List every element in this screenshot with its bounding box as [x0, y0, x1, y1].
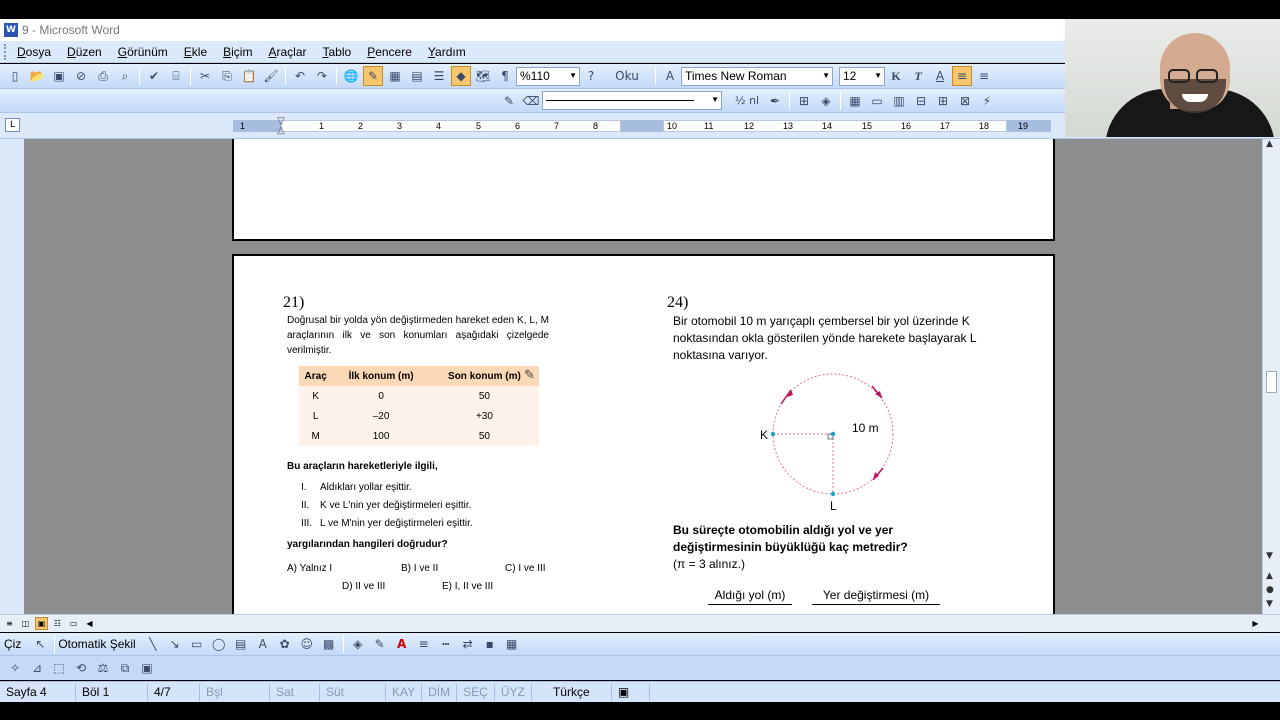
shading-color-icon[interactable]: ◈: [821, 93, 831, 108]
distribute-columns-icon[interactable]: ⊠: [959, 93, 971, 108]
table-cell: 100: [332, 426, 429, 446]
cut-icon[interactable]: ✂: [199, 69, 211, 83]
status-column: Süt: [320, 684, 386, 701]
question-24-stem: Bu süreçte otomobilin aldığı yol ve yer değiştirmesinin büyüklüğü kaç metredir?: [673, 523, 908, 554]
print-layout-icon[interactable]: ▣: [35, 617, 48, 630]
table-header-row: [299, 366, 539, 386]
picture-toolbar: [0, 656, 1280, 680]
table-cell: 0: [332, 386, 429, 406]
research-icon[interactable]: ⌸: [172, 68, 180, 83]
table-cell: –20: [332, 406, 429, 426]
outline-view-icon[interactable]: ☷: [53, 619, 62, 628]
web-view-icon[interactable]: ◫: [21, 619, 30, 628]
insert-table-icon[interactable]: ▦: [389, 69, 401, 83]
next-page-icon[interactable]: ▼: [1266, 599, 1273, 609]
question-21-intro: Doğrusal bir yolda yön değiştirmeden hareket eden K, L, M araçlarının ilk ve son konumları aşağıdaki çizelgede verilmiştir.: [287, 315, 549, 356]
point-k-dot: [771, 432, 775, 436]
status-language: Türkçe: [532, 684, 612, 701]
border-color-icon[interactable]: ✒: [769, 93, 781, 108]
bottom-black-band: [0, 702, 1280, 720]
chevron-down-icon: ▼: [711, 95, 719, 104]
scroll-thumb[interactable]: [1266, 371, 1277, 393]
drawing-toolbar: [0, 633, 1280, 656]
print-icon[interactable]: ⎙: [98, 68, 108, 83]
align-distribute-icon[interactable]: ⚖: [97, 661, 109, 675]
align-center-icon[interactable]: ≡: [978, 69, 990, 83]
zoom-value: %110: [520, 69, 550, 83]
copy-icon[interactable]: ⎘: [222, 68, 232, 83]
menu-ekle[interactable]: Ekle: [183, 44, 208, 59]
diagram-tool-icon[interactable]: ✿: [279, 637, 290, 651]
circle-path-diagram: [754, 368, 904, 510]
question-24-number: 24): [667, 294, 689, 311]
status-trk[interactable]: DİM: [422, 684, 457, 701]
option-b: B) I ve II: [401, 563, 439, 574]
fill-color-icon[interactable]: ◈: [353, 637, 363, 651]
page-4[interactable]: [232, 254, 1055, 614]
vertical-ruler: [0, 139, 24, 614]
question-21-stem: Bu araçların hareketleriyle ilgili,: [287, 461, 438, 472]
browse-object-icon[interactable]: ●: [1266, 585, 1274, 595]
table-cell: L: [299, 406, 332, 426]
insert-table-grid-icon[interactable]: ▦: [849, 93, 861, 108]
webcam-overlay: [1065, 19, 1280, 137]
document-workspace[interactable]: [0, 139, 1262, 614]
bold-button[interactable]: K: [891, 68, 901, 83]
table-cell: M: [299, 426, 332, 446]
distribute-rows-icon[interactable]: ⊞: [937, 93, 949, 108]
answer-col-distance: Aldığı yol (m): [708, 588, 792, 605]
statement-num: I.: [301, 482, 307, 493]
arrow-icon: [781, 390, 791, 404]
oval-tool-icon[interactable]: ◯: [211, 637, 226, 651]
status-page-count: 4/7: [148, 684, 200, 701]
italic-button[interactable]: T: [914, 68, 922, 83]
draw-table-icon[interactable]: ✎: [503, 93, 515, 108]
3d-style-icon[interactable]: ▦: [506, 637, 518, 651]
wordart-tool-icon[interactable]: A: [258, 637, 267, 651]
option-a: A) Yalnız I: [287, 563, 333, 574]
table-row: [299, 386, 539, 406]
merge-cells-icon[interactable]: ▭: [871, 93, 883, 108]
horizontal-ruler[interactable]: L ▽ △ 1 1 2 3 4 5 6 7 8 10 11 12 13 14 15 16 17 18 19: [0, 113, 1280, 139]
open-folder-icon[interactable]: 📂: [29, 69, 45, 83]
eraser-icon[interactable]: ⌫: [522, 93, 540, 108]
hyperlink-icon[interactable]: 🌐: [343, 69, 359, 83]
font-size-select[interactable]: [839, 67, 885, 86]
statement-num: II.: [301, 500, 310, 511]
menu-bicim[interactable]: Biçim: [223, 44, 253, 59]
menu-dosya[interactable]: Dosya: [17, 44, 52, 59]
status-bar: [0, 681, 1280, 702]
menu-gorunum[interactable]: Görünüm: [117, 44, 168, 59]
spelling-status-icon[interactable]: ▣: [612, 684, 650, 701]
indent-marker-icon[interactable]: ▽ △: [277, 116, 285, 136]
vehicle-position-table: [299, 366, 539, 446]
order-icon[interactable]: ⧉: [120, 660, 130, 675]
window-title: 9 - Microsoft Word: [22, 23, 120, 37]
save-icon[interactable]: ▣: [53, 69, 65, 83]
status-at: Bşl: [200, 684, 270, 701]
scroll-down-icon[interactable]: ▼: [1266, 551, 1273, 561]
reading-view-icon[interactable]: ▭: [69, 619, 78, 628]
textbox-tool-icon[interactable]: ▤: [235, 637, 247, 651]
select-objects-icon[interactable]: ↖: [35, 637, 46, 651]
pencil-cursor-icon: ✎: [524, 367, 535, 382]
table-cell: +30: [430, 406, 539, 426]
autoshapes-menu-button[interactable]: Otomatik Şekil: [58, 637, 136, 651]
statement-text: L ve M'nin yer değiştirmeleri eşittir.: [320, 518, 473, 529]
format-painter-icon[interactable]: 🖌: [263, 69, 279, 83]
font-value: Times New Roman: [685, 69, 787, 83]
dash-style-icon[interactable]: ┅: [442, 637, 450, 651]
font-size-value: 12: [843, 69, 857, 83]
menu-yardim[interactable]: Yardım: [427, 44, 466, 59]
edit-points-icon[interactable]: ✧: [9, 661, 21, 675]
canvas-icon[interactable]: ▣: [141, 661, 153, 675]
font-select[interactable]: [681, 67, 833, 86]
line-weight-select[interactable]: ½ nl: [734, 94, 760, 107]
point-k-label: K: [760, 428, 769, 442]
underline-icon[interactable]: A: [935, 69, 945, 83]
arrow-head-icon: [875, 391, 882, 398]
undo-icon[interactable]: ↶: [294, 69, 306, 83]
align-left-icon[interactable]: ≡: [952, 66, 972, 86]
scroll-left-icon[interactable]: ◀: [86, 619, 93, 628]
radius-label: 10 m: [852, 421, 879, 435]
option-c: C) I ve III: [505, 563, 546, 574]
normal-view-icon[interactable]: ≡: [6, 619, 13, 628]
status-line: Sat: [270, 684, 320, 701]
option-d: D) II ve III: [342, 581, 386, 592]
menu-araclar[interactable]: Araçlar: [268, 44, 307, 59]
outside-border-icon[interactable]: ⊞: [798, 93, 810, 108]
arrow-tool-icon[interactable]: ↘: [169, 637, 180, 651]
table-cell: 50: [430, 426, 539, 446]
status-page: Sayfa 4: [0, 684, 76, 701]
new-document-icon[interactable]: ▯: [11, 69, 19, 83]
menu-pencere[interactable]: Pencere: [367, 44, 412, 59]
read-label: Oku: [615, 69, 639, 83]
option-e: E) I, II ve III: [442, 581, 494, 592]
question-24-intro: Bir otomobil 10 m yarıçaplı çembersel bir yol üzerinde K noktasından okla gösterilen yönde harekete başlayarak L noktasına varıyor.: [673, 314, 977, 362]
rectangle-tool-icon[interactable]: ▭: [191, 637, 203, 651]
paste-icon[interactable]: 📋: [241, 69, 257, 83]
status-ext[interactable]: SEÇ: [457, 684, 495, 701]
scroll-up-icon[interactable]: ▲: [1266, 139, 1273, 149]
scroll-right-icon[interactable]: ▶: [1252, 619, 1259, 628]
zoom-select[interactable]: [516, 67, 580, 86]
table-header-cell: İlk konum (m): [332, 366, 429, 386]
table-header-cell: Araç: [299, 366, 332, 386]
previous-page-icon[interactable]: ▲: [1266, 571, 1273, 581]
styles-icon[interactable]: A: [665, 69, 675, 83]
table-cell: K: [299, 386, 332, 406]
table-header-cell: Son konum (m): [430, 366, 539, 386]
glasses-icon: [1168, 69, 1190, 83]
point-l-label: L: [830, 499, 837, 513]
group-icon[interactable]: ⬚: [53, 661, 65, 675]
drawing-icon[interactable]: ◆: [451, 66, 471, 86]
font-color-icon[interactable]: A: [397, 637, 407, 651]
picture-tool-icon[interactable]: ▩: [323, 637, 335, 651]
statement-num: III.: [301, 518, 313, 529]
insert-excel-icon[interactable]: ▤: [411, 69, 423, 83]
line-style-select[interactable]: [542, 91, 722, 110]
line-style-icon[interactable]: ≡: [418, 637, 429, 651]
question-24-note: (π = 3 alınız.): [673, 557, 745, 571]
horizontal-scrollbar[interactable]: [0, 614, 1280, 632]
table-row: [299, 426, 539, 446]
menu-duzen[interactable]: Düzen: [67, 44, 102, 59]
status-section: Böl 1: [76, 684, 148, 701]
center-dot: [831, 432, 835, 436]
vertical-scrollbar[interactable]: [1262, 139, 1280, 614]
tab-selector-button[interactable]: L: [5, 118, 20, 132]
redo-icon[interactable]: ↷: [316, 69, 328, 83]
top-black-band: [0, 0, 1280, 19]
arrow-style-icon[interactable]: ⇄: [462, 637, 473, 651]
statement-text: Aldıkları yollar eşittir.: [320, 482, 412, 493]
shadow-style-icon[interactable]: ▪: [485, 637, 494, 651]
word-app-icon: W: [4, 23, 18, 37]
spelling-icon[interactable]: ✔: [148, 69, 160, 83]
rotate-icon[interactable]: ⟲: [75, 661, 87, 675]
point-l-dot: [831, 492, 835, 496]
table-autoformat-icon[interactable]: ⚡: [982, 93, 992, 108]
split-cells-icon[interactable]: ▥: [893, 93, 905, 108]
permission-icon[interactable]: ⊘: [75, 69, 87, 83]
question-21-number: 21): [283, 294, 305, 311]
document-map-icon[interactable]: 🗺: [475, 69, 491, 83]
line-style-preview: [546, 100, 694, 101]
draw-menu-button[interactable]: Çiz: [4, 637, 22, 651]
question-21-ask: yargılarından hangileri doğrudur?: [287, 539, 448, 550]
align-cell-icon[interactable]: ⊟: [915, 93, 927, 108]
menu-tablo[interactable]: Tablo: [322, 44, 352, 59]
table-row: [299, 406, 539, 426]
clipart-tool-icon[interactable]: ☺: [300, 637, 313, 651]
columns-icon[interactable]: ☰: [433, 69, 445, 83]
statement-text: K ve L'nin yer değiştirmeleri eşittir.: [320, 500, 472, 511]
print-preview-icon[interactable]: ⌕: [121, 68, 129, 83]
chevron-down-icon: ▼: [874, 70, 882, 80]
line-tool-icon[interactable]: ╲: [149, 637, 157, 651]
help-icon[interactable]: ?: [587, 69, 595, 83]
answer-col-displacement: Yer değiştirmesi (m): [812, 588, 940, 605]
chevron-down-icon: ▼: [822, 70, 830, 80]
tables-borders-icon[interactable]: ✎: [363, 66, 383, 86]
read-button[interactable]: [603, 66, 651, 86]
status-rec[interactable]: KAY: [386, 684, 422, 701]
connector-icon[interactable]: ⊿: [31, 661, 43, 675]
page-3-bottom: [232, 139, 1055, 241]
show-hide-icon[interactable]: ¶: [501, 69, 509, 83]
chevron-down-icon: ▼: [569, 70, 577, 80]
menu-grip-icon[interactable]: [4, 44, 8, 60]
table-cell: 50: [430, 386, 539, 406]
line-color-icon[interactable]: ✎: [374, 637, 385, 651]
status-ovr[interactable]: ÜYZ: [495, 684, 532, 701]
